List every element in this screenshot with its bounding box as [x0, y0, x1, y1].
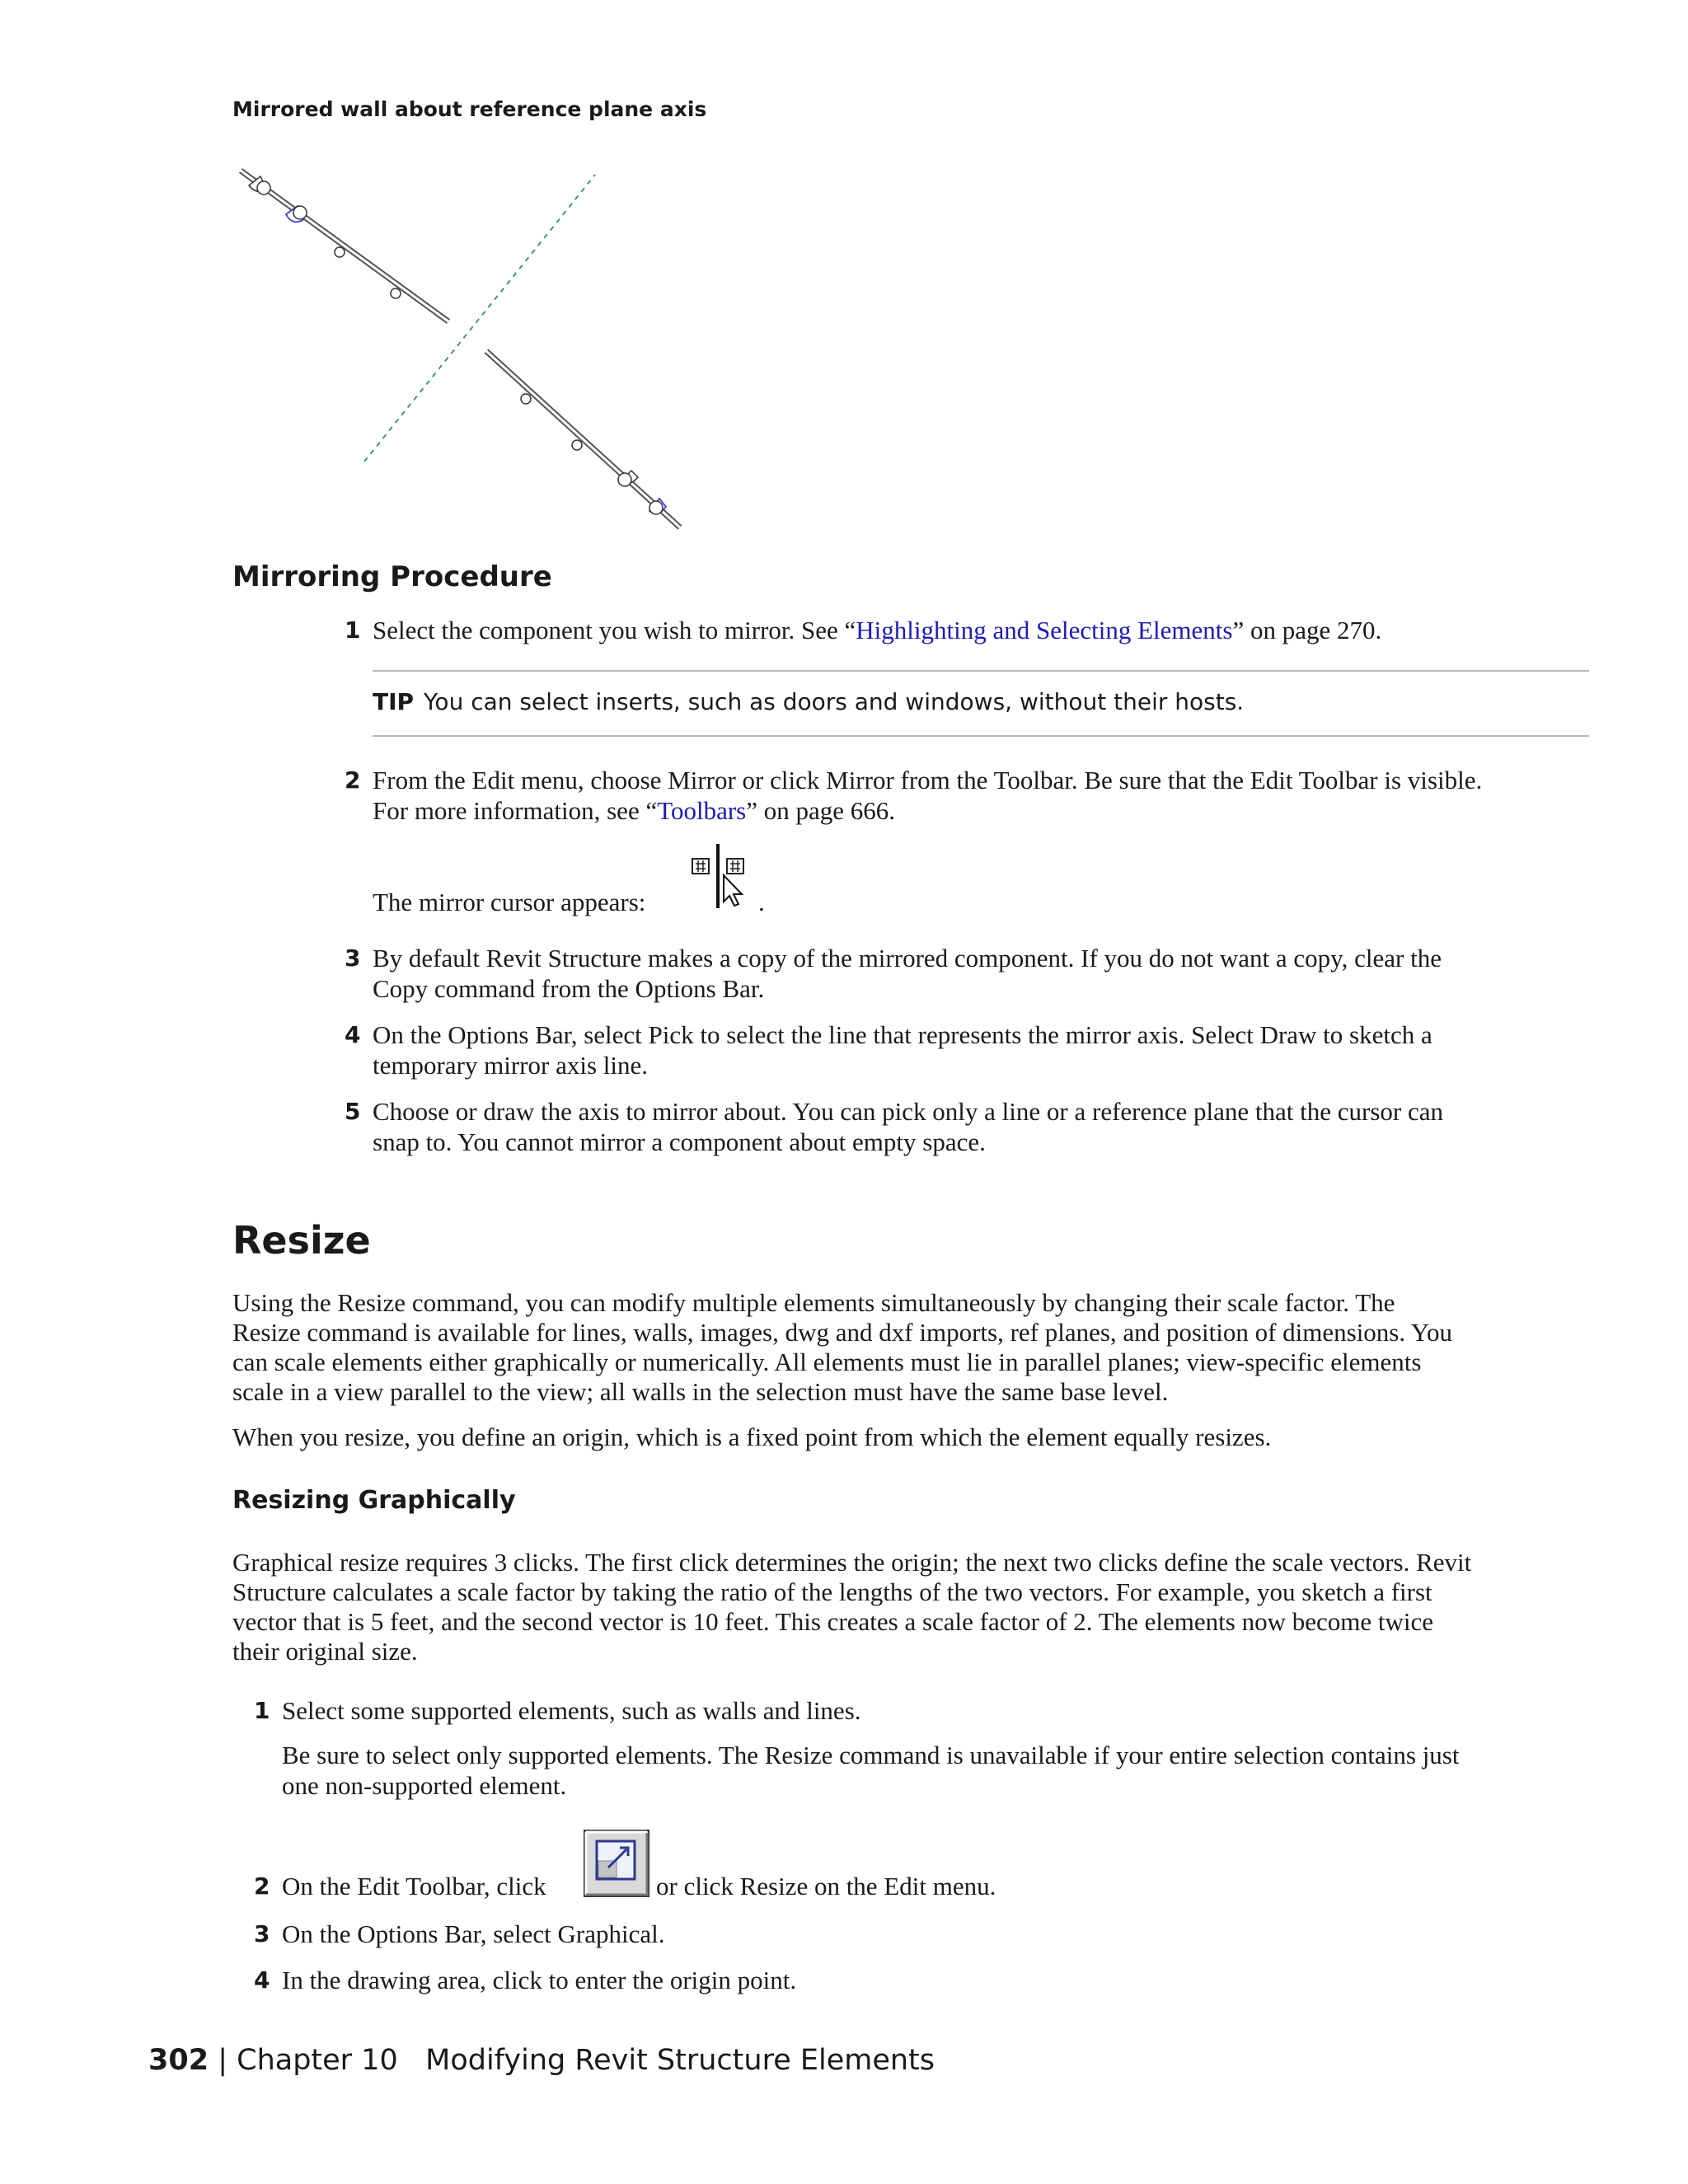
resize-tool-icon[interactable]: [584, 1830, 649, 1897]
footer-title: Modifying Revit Structure Elements: [425, 2044, 935, 2077]
figure-caption: Mirrored wall about reference plane axis: [232, 97, 707, 121]
footer-chapter: Chapter 10: [237, 2044, 398, 2077]
link-toolbars[interactable]: Toolbars: [657, 796, 747, 825]
section-heading-mirroring: Mirroring Procedure: [232, 560, 552, 593]
page-number: 302: [148, 2044, 209, 2077]
tip-bottom-rule: [373, 735, 1589, 737]
cursor-period: .: [758, 888, 765, 916]
subheading-resizing-graphically: Resizing Graphically: [232, 1486, 516, 1515]
mirror-cursor-icon: [689, 842, 755, 910]
tip-top-rule: [373, 670, 1589, 672]
link-highlighting-selecting[interactable]: Highlighting and Selecting Elements: [856, 616, 1233, 644]
graphical-resize-paragraph: Graphical resize requires 3 clicks. The first click determines the origin; the next two clicks define the scale vectors. Revit Structure calculates a scale factor by taking the ratio of the lengths of the two vectors. For example, you sketch a first vector that is 5 feet, and the second vector is 10 feet. This creates a scale factor of 2. The elements now become twice their original size.: [232, 1548, 1472, 1666]
mirrored-wall-figure: [232, 157, 694, 536]
resize-intro-paragraph: Using the Resize command, you can modify multiple elements simultaneously by changing their scale factor. The Resize command is available for lines, walls, images, dwg and dxf imports, ref planes, and position of dimensions. You can scale elements either graphically or numerically. All elements must lie in parallel planes; view-specific elements scale in a view parallel to the view; all walls in the selection must have the same base level.: [232, 1288, 1453, 1406]
resize-origin-paragraph: When you resize, you define an origin, which is a fixed point from which the element equally resizes.: [232, 1422, 1272, 1451]
footer-separator: |: [218, 2044, 227, 2077]
resize-step-2-after: or click Resize on the Edit menu.: [656, 1872, 996, 1900]
section-heading-resize: Resize: [232, 1218, 371, 1263]
mirror-cursor-line: The mirror cursor appears:: [373, 888, 646, 916]
original-wall: [241, 171, 448, 321]
page-footer: [148, 2044, 935, 2077]
tip-note: TIP You can select inserts, such as doors and windows, without their hosts.: [373, 688, 1245, 715]
mirrored-wall: [486, 351, 680, 527]
resize-step-1-note: Be sure to select only supported elements. The Resize command is unavailable if your entire selection contains just one non-supported element.: [282, 1741, 1460, 1800]
